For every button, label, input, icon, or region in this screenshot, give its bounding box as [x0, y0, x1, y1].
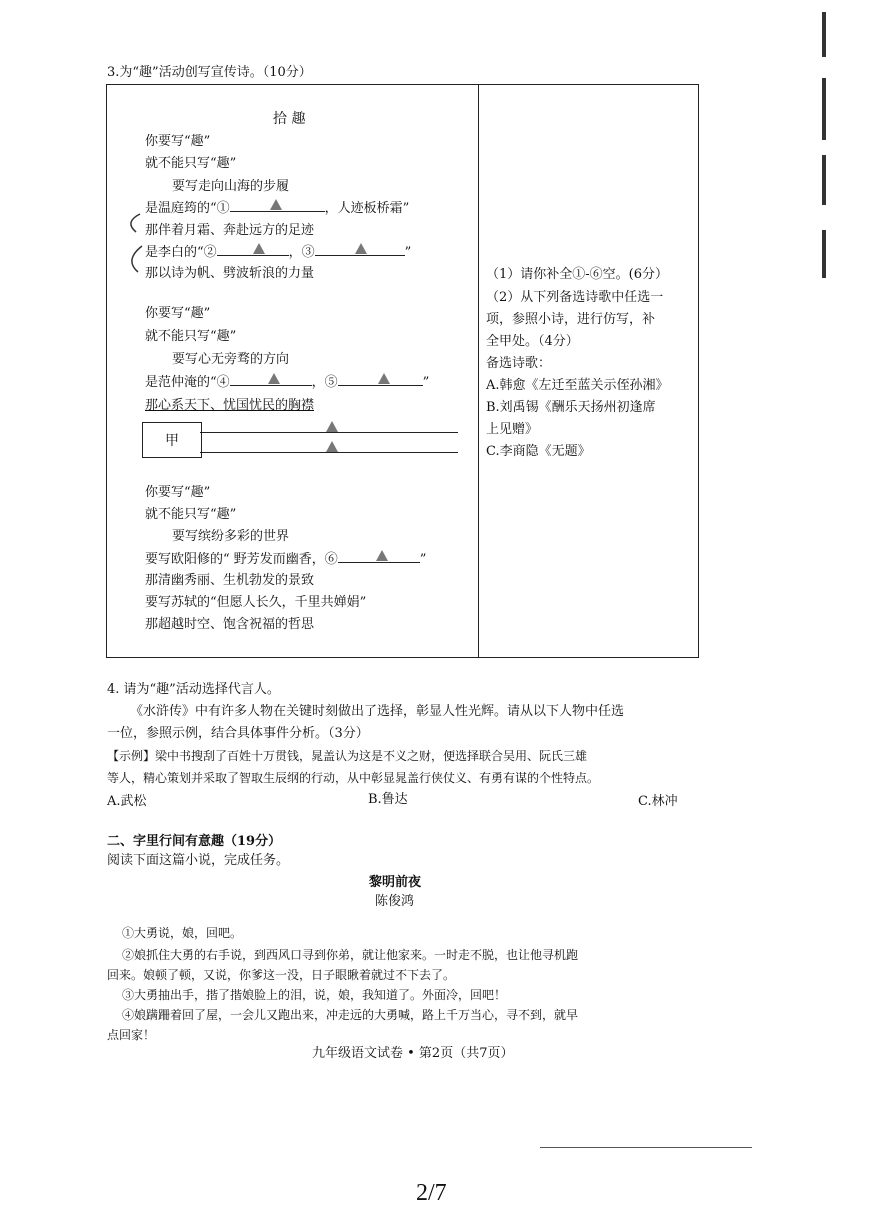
triangle-icon — [326, 441, 338, 452]
scan-artifact — [822, 230, 826, 278]
q4-example: 【示例】梁中书搜刮了百姓十万贯钱，晁盖认为这是不义之财，便选择联合吴用、阮氏三雄 — [107, 749, 588, 763]
story-title: 黎明前夜 — [369, 875, 422, 890]
scan-line — [540, 1147, 752, 1148]
triangle-icon — [355, 243, 367, 254]
q4-option-a: A.武松 — [107, 794, 147, 809]
poem-line: 你要写“趣” — [145, 134, 211, 149]
poem-line: 那清幽秀丽、生机勃发的景致 — [145, 573, 315, 588]
handwritten-bracket-marks — [118, 210, 148, 285]
scan-artifact — [822, 78, 826, 140]
q4-option-c: C.林冲 — [638, 794, 678, 809]
poem-line: 就不能只写“趣” — [145, 329, 237, 344]
q4-text: 一位，参照示例，结合具体事件分析。（3分） — [107, 726, 369, 741]
story-paragraph: ②娘抓住大勇的右手说，到西风口寻到你弟，就让他家来。一时走不脱，也让他寻机跑 — [122, 948, 579, 962]
story-paragraph: ③大勇抽出手，揩了揩娘脸上的泪，说，娘，我知道了。外面冷，回吧！ — [122, 988, 507, 1002]
q4-example: 等人，精心策划并采取了智取生辰纲的行动，从中彰显晁盖行侠仗义、有勇有谋的个性特点。 — [107, 771, 600, 785]
q3-options-label: 备选诗歌： — [486, 356, 552, 371]
box-divider — [478, 84, 479, 657]
poem-line: 那心系天下、忧国忧民的胸襟 — [145, 398, 315, 413]
triangle-icon — [270, 199, 282, 210]
blank-5 — [338, 373, 423, 386]
poem-line: 那超越时空、饱含祝福的哲思 — [145, 617, 315, 632]
triangle-icon — [326, 421, 338, 432]
story-paragraph: ④娘蹒跚着回了屋，一会儿又跑出来，冲走远的大勇喊，路上千万当心，寻不到，就早 — [122, 1008, 579, 1022]
section-intro: 阅读下面这篇小说，完成任务。 — [107, 853, 290, 868]
poem-line: 你要写“趣” — [145, 306, 211, 321]
triangle-icon — [378, 373, 390, 384]
jia-box: 甲 — [142, 422, 202, 458]
story-paragraph: 回来。娘顿了顿，又说，你爹这一没，日子眼瞅着就过不下去了。 — [107, 968, 456, 982]
blank-3 — [315, 243, 405, 256]
q3-sub2: （2）从下列备选诗歌中任选一 — [486, 290, 664, 305]
poem-line: 就不能只写“趣” — [145, 156, 237, 171]
story-paragraph: 点回家！ — [107, 1028, 156, 1042]
triangle-icon — [376, 550, 388, 561]
triangle-icon — [253, 243, 265, 254]
q3-option-b: 上见赠》 — [486, 422, 539, 437]
scan-artifact — [822, 155, 826, 205]
q3-option-b: B.刘禹锡《酬乐天扬州初逢席 — [486, 400, 656, 415]
answer-line — [200, 432, 458, 433]
q3-sub2: 全甲处。（4分） — [486, 334, 579, 349]
blank-1 — [230, 199, 325, 212]
poem-line-blank-4-5: 是范仲淹的“④ ，⑤ ” — [145, 375, 430, 390]
page-indicator: 2/7 — [416, 1180, 447, 1206]
poem-line: 要写缤纷多彩的世界 — [172, 529, 290, 544]
blank-4 — [230, 373, 312, 386]
section-heading: 二、字里行间有意趣（19分） — [107, 834, 282, 849]
q4-text: 《水浒传》中有许多人物在关键时刻做出了选择，彰显人性光辉。请从以下人物中任选 — [130, 704, 625, 719]
poem-line: 要写心无旁骛的方向 — [172, 352, 290, 367]
scan-artifact — [822, 12, 826, 57]
triangle-icon — [268, 373, 280, 384]
q4-option-b: B.鲁达 — [368, 792, 408, 807]
story-paragraph: ①大勇说，娘，回吧。 — [122, 926, 243, 940]
blank-2 — [217, 243, 289, 256]
poem-line: 要写苏轼的“但愿人长久，千里共婵娟” — [145, 595, 367, 610]
poem-title: 拾 趣 — [273, 111, 306, 127]
answer-line — [200, 452, 458, 453]
page-footer: 九年级语文试卷 • 第2页（共7页） — [312, 1046, 514, 1061]
poem-line-blank-6: 要写欧阳修的“ 野芳发而幽香，⑥ ” — [145, 552, 427, 567]
q3-sub2: 项，参照小诗，进行仿写，补 — [486, 312, 656, 327]
poem-line: 那伴着月霜、奔赴远方的足迹 — [145, 223, 315, 238]
poem-line-blank-2-3: 是李白的“② ，③ ” — [145, 245, 412, 260]
poem-line-blank-1: 是温庭筠的“① ，人迹板桥霜” — [145, 201, 410, 216]
poem-line: 要写走向山海的步履 — [172, 179, 290, 194]
q3-sub1: （1）请你补全①-⑥空。(6分） — [486, 267, 669, 282]
poem-line: 就不能只写“趣” — [145, 507, 237, 522]
poem-line: 你要写“趣” — [145, 485, 211, 500]
q3-option-a: A.韩愈《左迁至蓝关示侄孙湘》 — [486, 378, 669, 393]
blank-6 — [338, 550, 420, 563]
q3-title: 3.为“趣”活动创写宣传诗。（10分） — [107, 65, 312, 80]
story-author: 陈俊鸿 — [375, 894, 415, 909]
poem-line: 那以诗为帆、劈波斩浪的力量 — [145, 266, 315, 281]
q4-title: 4. 请为“趣”活动选择代言人。 — [107, 682, 280, 697]
q3-option-c: C.李商隐《无题》 — [486, 444, 591, 459]
